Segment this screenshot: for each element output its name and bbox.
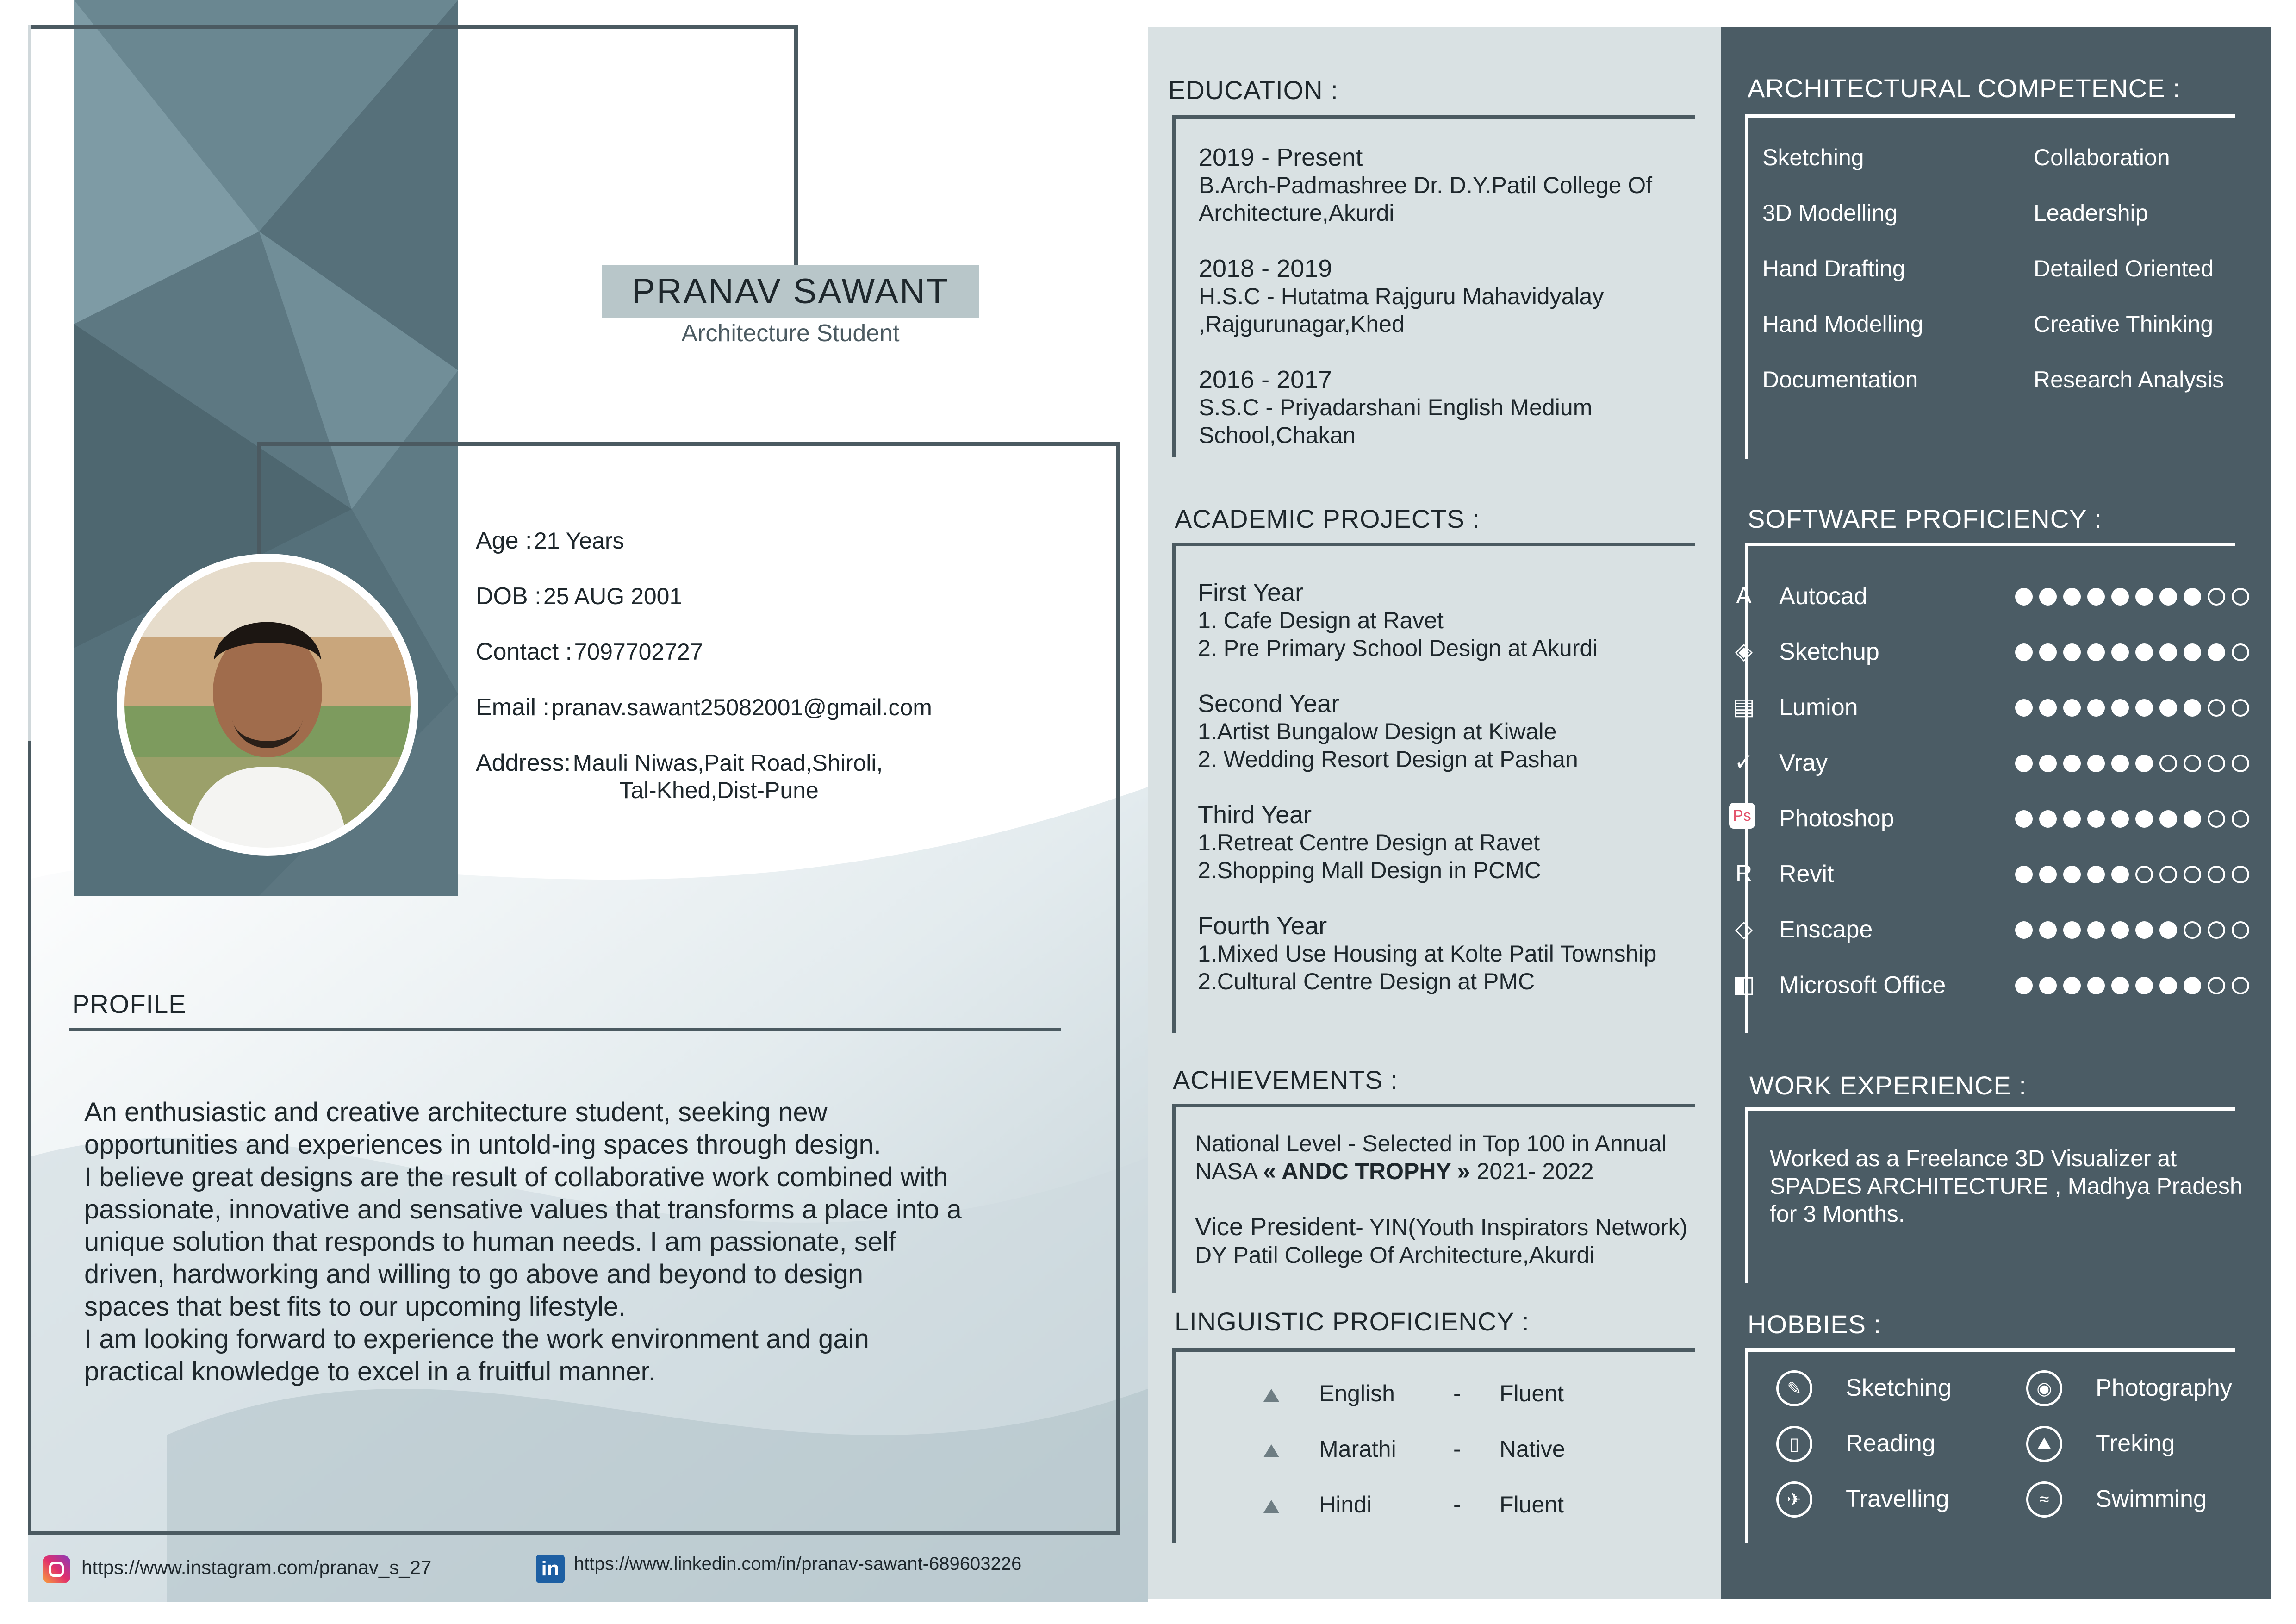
- plane-icon: ✈: [1776, 1481, 1812, 1518]
- rating-dot-filled: [2063, 977, 2081, 994]
- education-line: Architecture,Akurdi: [1199, 200, 1394, 226]
- competence-title: ARCHITECTURAL COMPETENCE :: [1748, 74, 2181, 103]
- project-line: 1.Mixed Use Housing at Kolte Patil Township: [1198, 941, 1657, 967]
- candidate-name: PRANAV SAWANT: [631, 271, 950, 311]
- rating-dot-filled: [2063, 810, 2081, 828]
- profile-line: spaces that best fits to our upcoming lifestyle.: [84, 1292, 626, 1322]
- rating-dot-empty: [2208, 866, 2225, 883]
- rating-dot-filled: [2135, 921, 2153, 939]
- project-year-label: Fourth Year: [1198, 912, 1327, 940]
- rating-dot-filled: [2087, 643, 2105, 661]
- rating-dot-empty: [2208, 699, 2225, 717]
- rating-dot-empty: [2232, 977, 2249, 994]
- software-row: [1729, 633, 2252, 680]
- enscape-icon: ◇: [1735, 916, 1753, 942]
- profile-line: opportunities and experiences in untold-ing spaces through design.: [84, 1130, 881, 1160]
- office-icon: ◧: [1733, 971, 1755, 997]
- address-line-2: Tal-Khed,Dist-Pune: [619, 777, 819, 803]
- name-box: [602, 265, 979, 318]
- rating-dot-empty: [2135, 866, 2153, 883]
- language-row: [1319, 1435, 1565, 1491]
- project-year: [1198, 690, 1656, 773]
- education-title: EDUCATION :: [1168, 75, 1338, 105]
- profile-line: I am looking forward to experience the work environment and gain: [84, 1324, 869, 1354]
- rating-dot-filled: [2063, 866, 2081, 883]
- hobbies-title: HOBBIES :: [1748, 1310, 1882, 1339]
- project-line: 2.Shopping Mall Design in PCMC: [1198, 857, 1542, 883]
- rating-dot-empty: [2184, 755, 2201, 772]
- avatar: [117, 554, 418, 856]
- book-icon: ▯: [1776, 1426, 1812, 1462]
- language-dash: -: [1453, 1436, 1461, 1462]
- rating-dot-filled: [2015, 755, 2033, 772]
- rating-dot-filled: [2184, 699, 2201, 717]
- language-dash: -: [1453, 1492, 1461, 1518]
- profile-line: An enthusiastic and creative architecture student, seeking new: [84, 1097, 828, 1127]
- rating-dot-filled: [2184, 810, 2201, 828]
- rating-dot-empty: [2159, 755, 2177, 772]
- sketchup-icon: ◈: [1735, 638, 1753, 664]
- competence-item: 3D Modelling: [1762, 200, 1898, 226]
- education-years: 2019 - Present: [1199, 144, 1363, 171]
- rating-dot-filled: [2015, 866, 2033, 883]
- skill-rating: [2015, 588, 2249, 606]
- hobby-name: Sketching: [1846, 1374, 1952, 1401]
- software-name: Lumion: [1779, 694, 1858, 721]
- email-label: Email :: [476, 694, 549, 721]
- address-label: Address:: [476, 750, 571, 776]
- rating-dot-filled: [2111, 699, 2129, 717]
- education-item: [1199, 144, 1652, 227]
- rating-dot-filled: [2039, 866, 2057, 883]
- competence-item: Hand Modelling: [1762, 311, 1923, 337]
- rating-dot-filled: [2135, 588, 2153, 606]
- linkedin-icon: in: [536, 1555, 565, 1583]
- bullet-triangle-icon: [1263, 1389, 1279, 1402]
- achievements-list: [1195, 1130, 1687, 1269]
- instagram-icon: [43, 1555, 70, 1583]
- autocad-icon: A: [1736, 582, 1752, 608]
- rating-dot-empty: [2232, 643, 2249, 661]
- rating-dot-filled: [2087, 755, 2105, 772]
- rating-dot-filled: [2111, 921, 2129, 939]
- rating-dot-empty: [2232, 866, 2249, 883]
- skill-rating: [2015, 866, 2249, 883]
- achievements-title: ACHIEVEMENTS :: [1173, 1065, 1398, 1094]
- rating-dot-filled: [2039, 977, 2057, 994]
- rating-dot-filled: [2015, 810, 2033, 828]
- rating-dot-empty: [2208, 977, 2225, 994]
- candidate-role: Architecture Student: [681, 320, 900, 347]
- rating-dot-filled: [2135, 699, 2153, 717]
- rating-dot-filled: [2015, 699, 2033, 717]
- competence-item: Collaboration: [2034, 144, 2170, 170]
- profile-line: driven, hardworking and willing to go above and beyond to design: [84, 1259, 864, 1289]
- language-level: Fluent: [1500, 1380, 1564, 1406]
- rating-dot-filled: [2159, 588, 2177, 606]
- achievement-text: NASA: [1195, 1158, 1263, 1184]
- rating-dot-empty: [2208, 755, 2225, 772]
- rating-dot-filled: [2087, 588, 2105, 606]
- hobby-name: Swimming: [2096, 1486, 2207, 1512]
- work-line: for 3 Months.: [1770, 1201, 1905, 1227]
- competence-left-list: [1762, 144, 1923, 421]
- education-years: 2018 - 2019: [1199, 255, 1332, 282]
- profile-line: I believe great designs are the result of collaborative work combined with: [84, 1162, 948, 1192]
- rating-dot-empty: [2208, 921, 2225, 939]
- rating-dot-filled: [2015, 643, 2033, 661]
- rating-dot-filled: [2039, 699, 2057, 717]
- rating-dot-filled: [2015, 588, 2033, 606]
- language-level: Fluent: [1500, 1492, 1564, 1518]
- education-line: S.S.C - Priyadarshani English Medium: [1199, 394, 1593, 420]
- rating-dot-filled: [2087, 977, 2105, 994]
- education-line: ,Rajgurunagar,Khed: [1199, 311, 1405, 337]
- achievement-line: [1195, 1157, 1687, 1185]
- rating-dot-filled: [2111, 977, 2129, 994]
- software-name: Autocad: [1779, 583, 1867, 610]
- hobby-name: Treking: [2096, 1430, 2175, 1457]
- language-list: [1319, 1380, 1565, 1546]
- software-name: Vray: [1779, 750, 1828, 776]
- software-name: Microsoft Office: [1779, 972, 1946, 999]
- profile-line: practical knowledge to excel in a fruitful manner.: [84, 1356, 656, 1387]
- hobby-name: Photography: [2096, 1374, 2232, 1401]
- language-row: [1319, 1491, 1565, 1546]
- languages-title: LINGUISTIC PROFICIENCY :: [1175, 1307, 1530, 1336]
- profile-line: unique solution that responds to human needs. I am passionate, self: [84, 1227, 896, 1257]
- skill-rating: [2015, 643, 2249, 661]
- rating-dot-filled: [2135, 643, 2153, 661]
- contact-value: 7097702727: [574, 639, 703, 665]
- rating-dot-filled: [2063, 755, 2081, 772]
- education-item: [1199, 366, 1652, 449]
- profile-text: [84, 1096, 962, 1388]
- sketching-icon: ✎: [1776, 1370, 1812, 1406]
- projects-list: [1198, 579, 1656, 995]
- education-line: B.Arch-Padmashree Dr. D.Y.Patil College Of: [1199, 172, 1653, 198]
- language-row: [1319, 1380, 1565, 1435]
- language-name: Hindi: [1319, 1492, 1372, 1518]
- personal-info: [476, 527, 932, 804]
- project-line: 1.Artist Bungalow Design at Kiwale: [1198, 718, 1557, 744]
- rating-dot-empty: [2232, 921, 2249, 939]
- work-line: SPADES ARCHITECTURE , Madhya Pradesh: [1770, 1173, 2243, 1199]
- software-row: [1729, 578, 2252, 624]
- achievement-text: 2021- 2022: [1470, 1158, 1594, 1184]
- rating-dot-filled: [2087, 921, 2105, 939]
- rating-dot-filled: [2087, 699, 2105, 717]
- software-row: [1729, 856, 2252, 902]
- dob-label: DOB :: [476, 583, 541, 610]
- education-line: School,Chakan: [1199, 422, 1356, 448]
- project-line: 2. Pre Primary School Design at Akurdi: [1198, 635, 1598, 661]
- age-value: 21 Years: [534, 528, 624, 554]
- competence-item: Research Analysis: [2034, 367, 2224, 393]
- rating-dot-filled: [2111, 755, 2129, 772]
- email-value[interactable]: pranav.sawant25082001@gmail.com: [551, 694, 932, 720]
- rating-dot-empty: [2208, 810, 2225, 828]
- lumion-icon: ▤: [1733, 693, 1755, 719]
- rating-dot-empty: [2184, 921, 2201, 939]
- profile-title: PROFILE: [72, 989, 187, 1018]
- skill-rating: [2015, 810, 2249, 828]
- rating-dot-filled: [2159, 699, 2177, 717]
- rating-dot-filled: [2063, 643, 2081, 661]
- rating-dot-filled: [2015, 977, 2033, 994]
- achievement-text: - YIN(Youth Inspirators Network): [1356, 1214, 1688, 1240]
- rating-dot-empty: [2232, 699, 2249, 717]
- rating-dot-empty: [2232, 588, 2249, 606]
- competence-item: Hand Drafting: [1762, 256, 1905, 281]
- rating-dot-filled: [2111, 643, 2129, 661]
- rating-dot-filled: [2039, 921, 2057, 939]
- achievement-highlight: « ANDC TROPHY »: [1263, 1158, 1470, 1184]
- education-years: 2016 - 2017: [1199, 366, 1332, 394]
- project-year-label: First Year: [1198, 579, 1304, 606]
- rating-dot-filled: [2184, 588, 2201, 606]
- project-year: [1198, 579, 1656, 662]
- revit-icon: R: [1735, 860, 1753, 886]
- competence-item: Detailed Oriented: [2034, 256, 2214, 281]
- rating-dot-filled: [2039, 810, 2057, 828]
- software-row: [1729, 911, 2252, 957]
- project-line: 2. Wedding Resort Design at Pashan: [1198, 746, 1578, 772]
- education-line: H.S.C - Hutatma Rajguru Mahavidyalay: [1199, 283, 1604, 309]
- project-line: 1. Cafe Design at Ravet: [1198, 607, 1444, 633]
- rating-dot-filled: [2039, 588, 2057, 606]
- rating-dot-filled: [2039, 643, 2057, 661]
- rating-dot-filled: [2135, 810, 2153, 828]
- achievement-line: DY Patil College Of Architecture,Akurdi: [1195, 1242, 1595, 1268]
- software-row: [1729, 689, 2252, 735]
- dob-value: 25 AUG 2001: [543, 583, 683, 609]
- work-text: [1770, 1144, 2243, 1228]
- project-year: [1198, 912, 1656, 995]
- language-level: Native: [1500, 1436, 1565, 1462]
- project-year-label: Second Year: [1198, 690, 1340, 718]
- rating-dot-filled: [2087, 810, 2105, 828]
- age-label: Age :: [476, 527, 532, 554]
- rating-dot-filled: [2159, 921, 2177, 939]
- rating-dot-filled: [2015, 921, 2033, 939]
- competence-item: Sketching: [1762, 144, 1864, 170]
- competence-item: Creative Thinking: [2034, 311, 2214, 337]
- hobby-name: Travelling: [1846, 1486, 1949, 1512]
- skill-rating: [2015, 921, 2249, 939]
- rating-dot-empty: [2232, 755, 2249, 772]
- contact-label: Contact :: [476, 638, 572, 665]
- rating-dot-filled: [2087, 866, 2105, 883]
- rating-dot-empty: [2232, 810, 2249, 828]
- projects-title: ACADEMIC PROJECTS :: [1175, 504, 1480, 533]
- achievement-line: [1195, 1213, 1687, 1241]
- achievement-highlight: Vice President: [1195, 1213, 1356, 1241]
- profile-line: passionate, innovative and sensative values that transforms a place into a: [84, 1194, 962, 1224]
- project-line: 2.Cultural Centre Design at PMC: [1198, 968, 1535, 994]
- rating-dot-filled: [2135, 977, 2153, 994]
- rating-dot-filled: [2039, 755, 2057, 772]
- rating-dot-empty: [2159, 866, 2177, 883]
- software-row: [1729, 967, 2252, 1013]
- project-year-label: Third Year: [1198, 801, 1312, 829]
- bullet-triangle-icon: [1263, 1500, 1279, 1513]
- education-item: [1199, 255, 1652, 338]
- linkedin-link[interactable]: https://www.linkedin.com/in/pranav-sawant-689603226: [574, 1554, 1022, 1574]
- rating-dot-filled: [2135, 755, 2153, 772]
- rating-dot-filled: [2063, 699, 2081, 717]
- competence-item: Documentation: [1762, 367, 1918, 393]
- competence-item: Leadership: [2034, 200, 2148, 226]
- rating-dot-filled: [2159, 810, 2177, 828]
- rating-dot-filled: [2184, 977, 2201, 994]
- software-name: Photoshop: [1779, 805, 1894, 832]
- achievement-line: National Level - Selected in Top 100 in Annual: [1195, 1131, 1667, 1156]
- language-name: Marathi: [1319, 1436, 1396, 1462]
- software-name: Enscape: [1779, 916, 1873, 943]
- rating-dot-filled: [2111, 866, 2129, 883]
- rating-dot-filled: [2111, 588, 2129, 606]
- hobby-list: [1776, 1370, 2267, 1537]
- rating-dot-filled: [2111, 810, 2129, 828]
- rating-dot-filled: [2063, 921, 2081, 939]
- work-line: Worked as a Freelance 3D Visualizer at: [1770, 1145, 2177, 1171]
- hiking-icon: ⛰: [2026, 1426, 2062, 1462]
- vray-icon: ✓: [1734, 749, 1754, 775]
- rating-dot-empty: [2184, 866, 2201, 883]
- education-list: [1199, 144, 1652, 449]
- competence-right-list: [2034, 144, 2224, 421]
- rating-dot-filled: [2208, 643, 2225, 661]
- language-name: English: [1319, 1380, 1395, 1406]
- software-row: [1729, 744, 2252, 791]
- software-name: Revit: [1779, 861, 1834, 887]
- skill-rating: [2015, 977, 2249, 994]
- rating-dot-empty: [2208, 588, 2225, 606]
- project-line: 1.Retreat Centre Design at Ravet: [1198, 830, 1540, 856]
- rating-dot-filled: [2159, 643, 2177, 661]
- swimming-icon: ≈: [2026, 1481, 2062, 1518]
- camera-icon: ◉: [2026, 1370, 2062, 1406]
- skill-rating: [2015, 755, 2249, 772]
- skill-rating: [2015, 699, 2249, 717]
- rating-dot-filled: [2184, 643, 2201, 661]
- software-title: SOFTWARE PROFICIENCY :: [1748, 504, 2102, 533]
- bullet-triangle-icon: [1263, 1444, 1279, 1457]
- software-row: [1729, 800, 2252, 846]
- photoshop-icon: Ps: [1729, 803, 1755, 829]
- project-year: [1198, 801, 1656, 884]
- language-dash: -: [1453, 1380, 1461, 1406]
- rating-dot-filled: [2063, 588, 2081, 606]
- address-line-1: Mauli Niwas,Pait Road,Shiroli,: [572, 750, 883, 776]
- hobby-name: Reading: [1846, 1430, 1935, 1457]
- rating-dot-filled: [2159, 977, 2177, 994]
- software-name: Sketchup: [1779, 638, 1879, 665]
- instagram-link[interactable]: https://www.instagram.com/pranav_s_27: [81, 1556, 432, 1578]
- work-title: WORK EXPERIENCE :: [1749, 1071, 2027, 1100]
